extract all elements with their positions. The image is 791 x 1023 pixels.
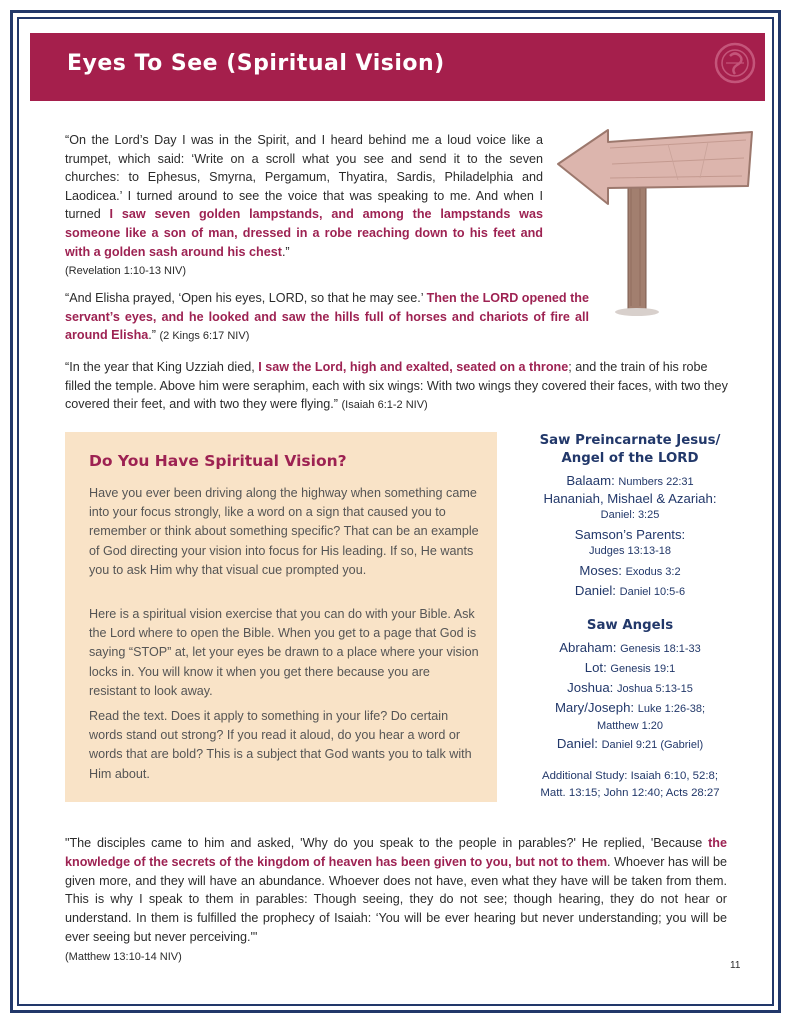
callout-paragraph: Have you ever been driving along the highway when something came into your focus strongly, like a word on a sign that caused you to remember or think about something specific? That can be an example of God directing your vision into focus for His leading. If so, He wants you to ask Him why that visual cue prompted you. xyxy=(89,486,479,577)
revelation-reference: (Revelation 1:10-13 NIV) xyxy=(65,265,187,278)
isaiah-quote-highlight: I saw the Lord, high and exalted, seated on a throne xyxy=(258,360,569,374)
revelation-quote-highlight: I saw seven golden lampstands, and among the lampstands was someone like a son of man, dressed in a robe reaching down to his feet and with a golden sash around his chest xyxy=(65,207,543,259)
list-item: Daniel: Daniel 9:21 (Gabriel) xyxy=(556,736,704,751)
spiritual-vision-callout xyxy=(65,432,497,802)
callout-title: Do You Have Spiritual Vision? xyxy=(89,452,347,470)
revelation-quote-text: “On the Lord’s Day I was in the Spirit, and I heard behind me a loud voice like a trumpet, which said: ‘Write on a scroll what you see and send it to the seven churches: to Ephesus, Smyrna, Pergamum, Thyatira, Sardis, Philadelphia and Laodicea.’ I turned around to see the voice that was speaking to me. And when I turned xyxy=(65,133,543,222)
additional-study: Additional Study: Isaiah 6:10, 52:8; Matt. 13:15; John 12:40; Acts 28:27 xyxy=(540,770,720,799)
kings-quote xyxy=(65,289,589,346)
list-item: Moses: Exodus 3:2 xyxy=(579,563,681,578)
list-item: Daniel: Daniel 10:5-6 xyxy=(574,583,686,598)
sidebar-heading-angels: Saw Angels xyxy=(586,618,674,633)
list-item: Mary/Joseph: Luke 1:26-38; Matthew 1:20 xyxy=(554,700,706,732)
revelation-quote-end: .” xyxy=(281,244,290,259)
list-item: Balaam: Numbers 22:31 xyxy=(566,473,694,488)
matthew-quote-highlight: the knowledge of the secrets of the kingdom of heaven has been given to you, but not to them xyxy=(65,836,727,869)
page-title: Eyes To See (Spiritual Vision) xyxy=(67,51,445,76)
sidebar-heading-jesus: Saw Preincarnate Jesus/ Angel of the LORD xyxy=(539,433,721,466)
list-item: Lot: Genesis 19:1 xyxy=(584,660,676,675)
list-item: Joshua: Joshua 5:13-15 xyxy=(567,680,693,695)
matthew-quote xyxy=(65,834,727,967)
kings-quote-text: “And Elisha prayed, ‘Open his eyes, LORD, so that he may see.’ xyxy=(65,291,427,305)
callout-paragraph: Here is a spiritual vision exercise that you can do with your Bible. Ask the Lord where to open the Bible. When you get to a page that God is saying “STOP” at, let your eyes be drawn to a place where your vision locks in. You will know it when you get there because you are resistant to look away. xyxy=(89,607,479,698)
page-number: 11 xyxy=(730,960,741,971)
list-item: Samson’s Parents: Judges 13:13-18 xyxy=(574,527,686,557)
revelation-quote xyxy=(65,131,543,281)
isaiah-quote xyxy=(65,358,731,415)
callout-paragraph: Read the text. Does it apply to something in your life? Do certain words stand out strong? If you read it aloud, do you hear a word or words that are bold? This is a subject that God wants you to talk with Him about. xyxy=(89,709,472,781)
kings-quote-end: .” xyxy=(148,328,160,343)
kings-reference: (2 Kings 6:17 NIV) xyxy=(159,330,250,343)
kings-quote-highlight: Then the LORD opened the servant’s eyes, and he looked and saw the hills full of horses and chariots of fire all around Elisha xyxy=(65,291,589,343)
ribbon-seal-icon xyxy=(713,41,757,85)
matthew-reference: (Matthew 13:10-14 NIV) xyxy=(65,950,182,963)
matthew-quote-end: . Whoever has will be given more, and they will have an abundance. Whoever does not have, even what they have will be taken from them. This is why I speak to them in parables: Though seeing, they do not see; though hearing, they do not hear or understand. In them is fulfilled the prophecy of Isaiah: ‘You will be ever hearing but never understanding; you will be ever seeing but never perceiving.'" xyxy=(65,854,727,944)
isaiah-quote-end: ; and the train of his robe filled the temple. Above him were seraphim, each with six wings: With two wings they covered their faces, with two they covered their feet, and with two they were flying.” xyxy=(65,360,728,412)
isaiah-quote-text: “In the year that King Uzziah died, xyxy=(65,360,259,374)
title-banner xyxy=(30,33,765,101)
isaiah-reference: (Isaiah 6:1-2 NIV) xyxy=(341,399,428,412)
list-item: Hananiah, Mishael & Azariah: Daniel: 3:25 xyxy=(543,491,717,521)
list-item: Abraham: Genesis 18:1-33 xyxy=(559,640,701,655)
matthew-quote-text: "The disciples came to him and asked, 'Why do you speak to the people in parables?' He replied, 'Because xyxy=(65,836,709,850)
